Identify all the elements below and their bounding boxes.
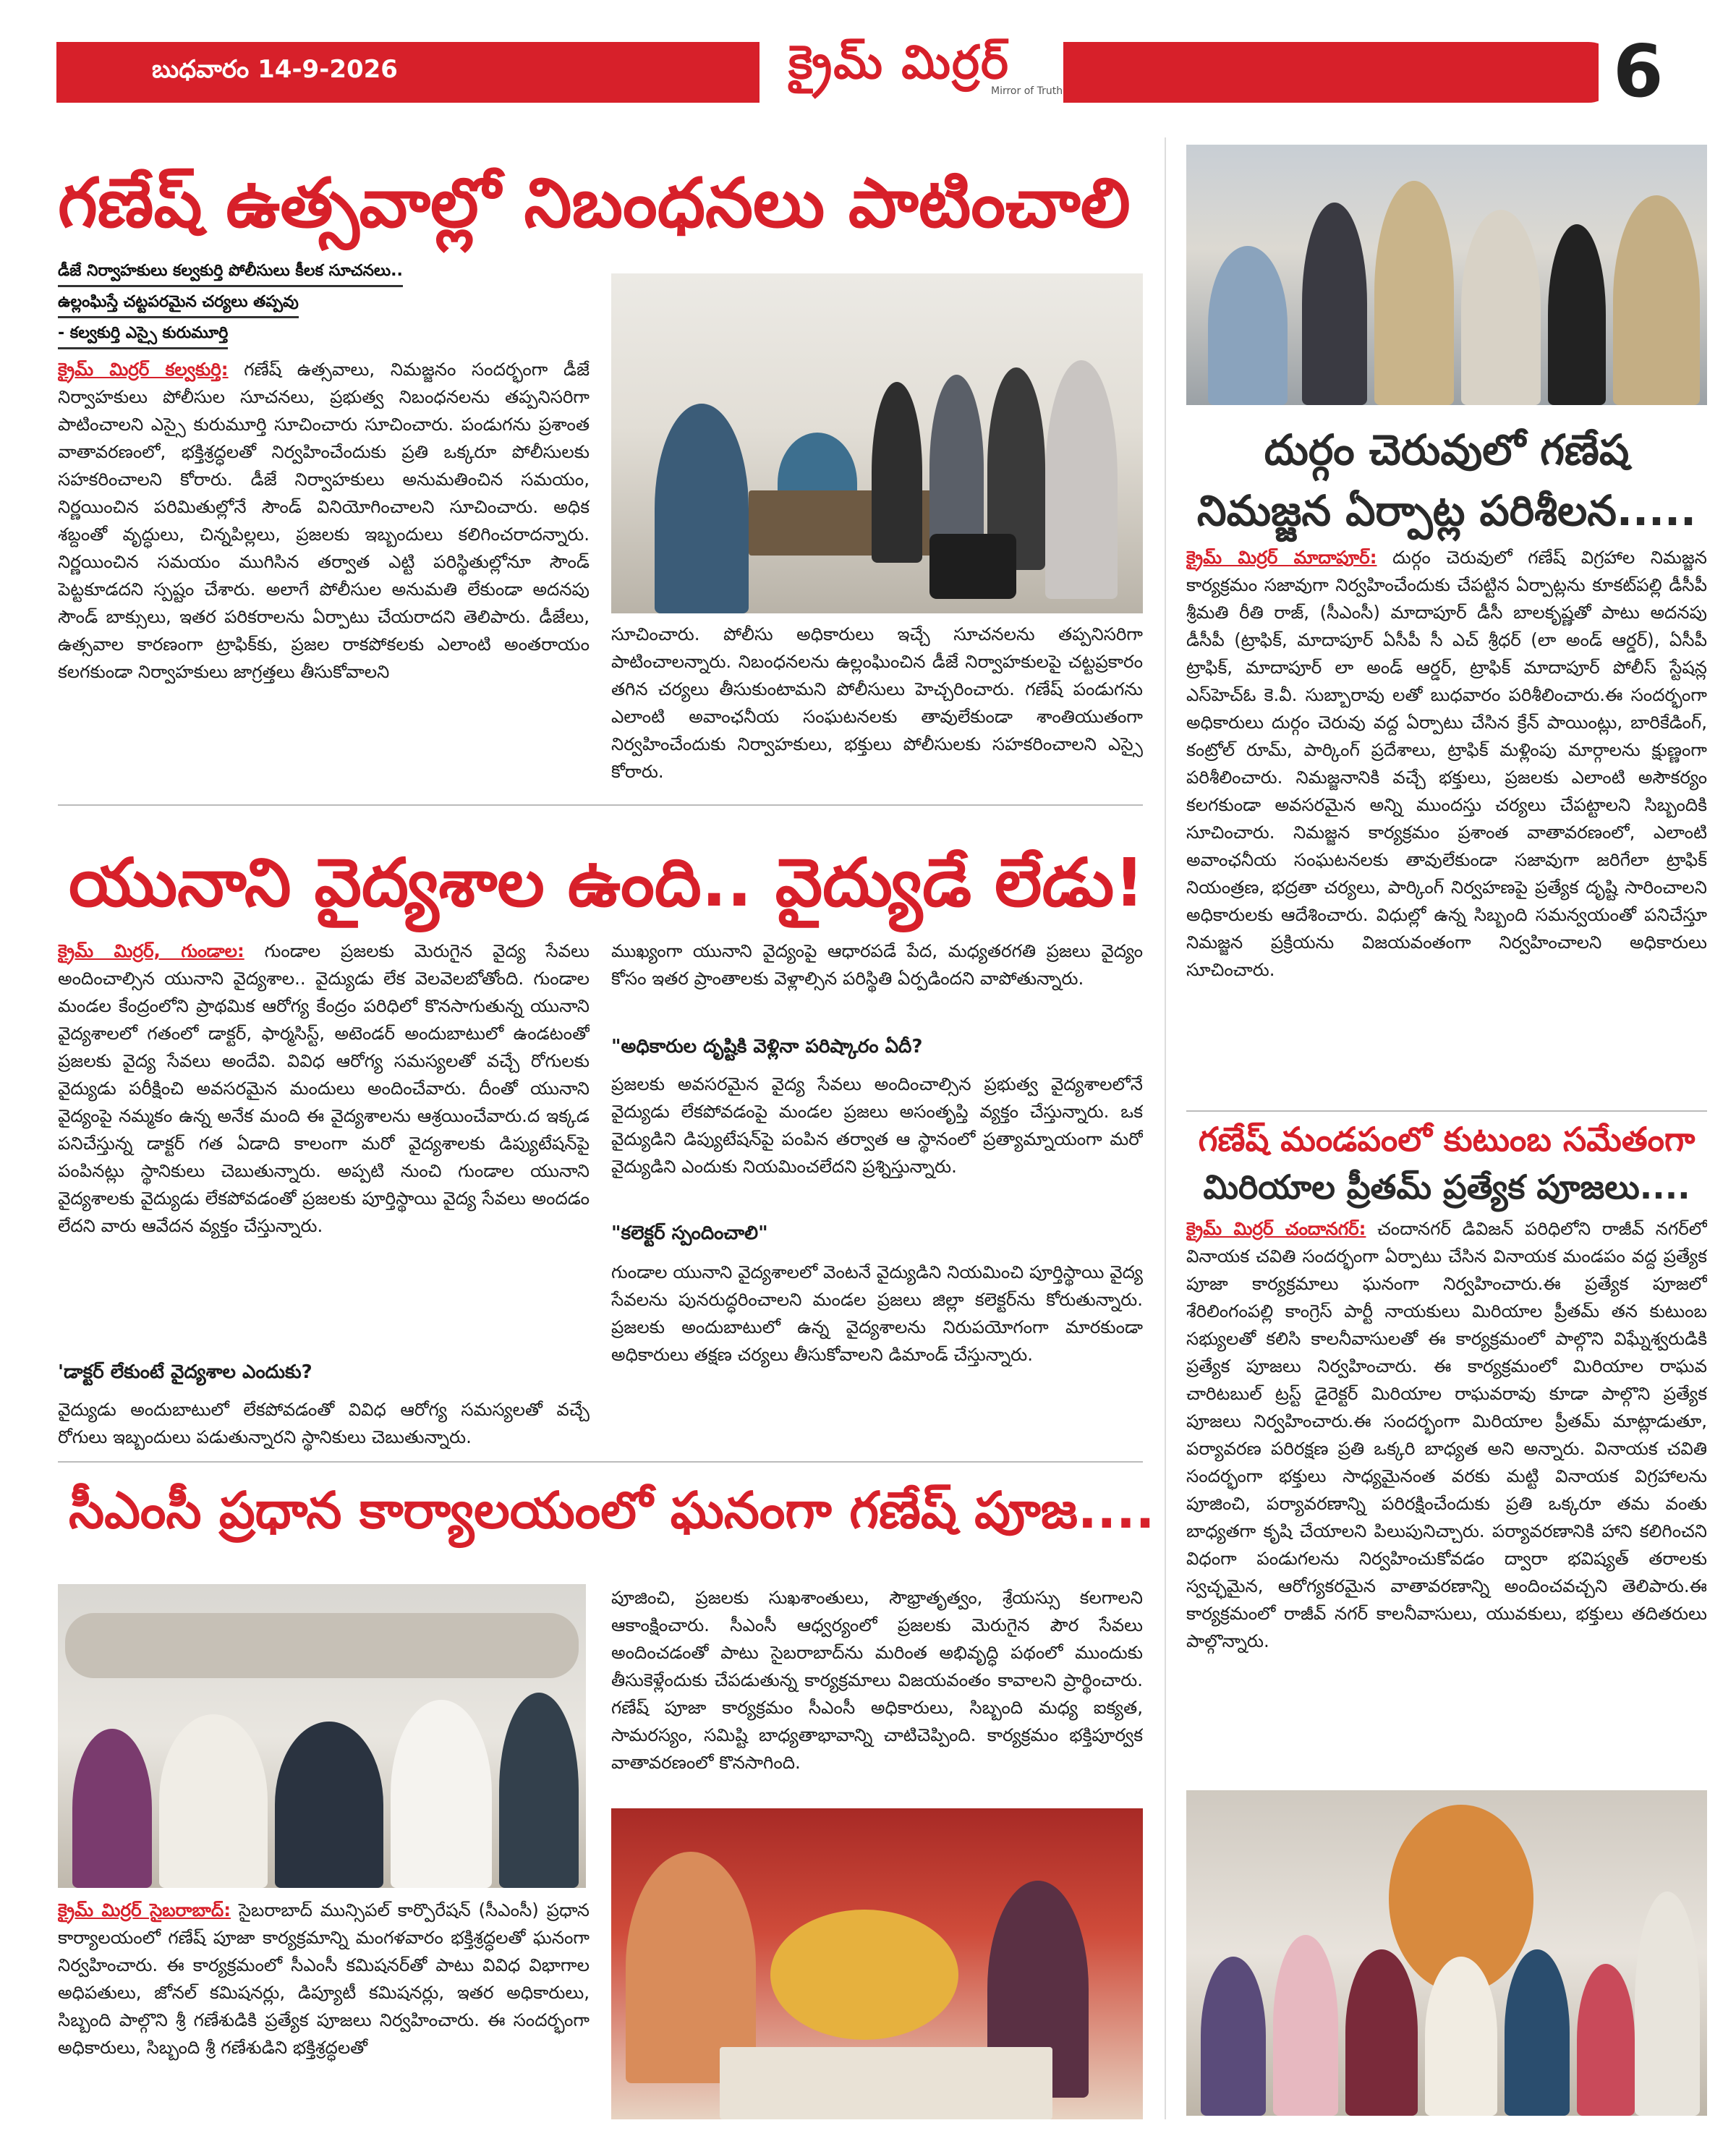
article1-subpoint-2: ఉల్లంఘిస్తే చట్టపరమైన చర్యలు తప్పవు: [58, 293, 299, 318]
article3-photo-ganesh-puja-officials: [58, 1584, 586, 1888]
article1-body-1: గణేష్ ఉత్సవాలు, నిమజ్జనం సందర్భంగా డీజే నిర్వాహకులు పోలీసుల సూచనలు, ప్రభుత్వ నిబంధనలను తప్పనిసరిగా పాటించాలని ఎస్సై కురుమూర్తి సూచించారు సూచించారు. పండుగను ప్రశాంత వాతావరణంలో, భక్తిశ్రద్ధలతో నిర్వహించేందుకు ప్రతి ఒక్కరూ పోలీసులకు సహకరించాలని కోరారు. డీజే నిర్వాహకులు అనుమతించిన సమయం, నిర్ణయించిన పరిమితుల్లోనే సౌండ్ వినియోగించాలని సూచించారు. అధిక శబ్దంతో వృద్ధులు, చిన్నపిల్లలు, ప్రజలకు ఇబ్బందులు కలిగించరాదన్నారు. నిర్ణయించిన సమయం ముగిసిన తర్వాత ఎట్టి పరిస్థితుల్లోనూ సౌండ్ పెట్టకూడదని స్పష్టం చేశారు. అలాగే పోలీసుల అనుమతి లేకుండా అదనపు సౌండ్ బాక్సులు, ఇతర పరికరాలను ఏర్పాటు చేయరాదని తెలిపారు. డీజేలు, ఉత్సవాల కారణంగా ట్రాఫిక్‌కు, ప్రజల రాకపోకలకు ఎలాంటి అంతరాయం కలగకుండా నిర్వాహకులు జాగ్రత్తలు తీసుకోవాలని: [58, 359, 590, 682]
article5-headline-line-1: గణేష్ మండపంలో కుటుంబ సమేతంగా: [1198, 1120, 1695, 1159]
section-divider-2: [58, 1461, 1143, 1463]
article1-column-2: [611, 621, 1143, 794]
article2-question-2: "అధికారుల దృష్టికి వెళ్లినా పరిష్కారం ఏదీ?: [611, 1036, 923, 1058]
section-divider-3: [1186, 1110, 1707, 1112]
article3-column-2: [611, 1584, 1143, 1794]
article4-body-column: [1186, 544, 1707, 1101]
article4-headline-line-1: దుర్గం చెరువులో గణేష: [1264, 425, 1630, 475]
article4-dateline: క్రైమ్ మిర్రర్ మాదాపూర్:: [1186, 547, 1377, 568]
issue-date: బుధవారం 14-9-2026: [152, 55, 398, 84]
article1-photo-police-meeting: [611, 273, 1143, 613]
article5-headline-line-2: మిరియాల ప్రీతమ్ ప్రత్యేక పూజలు....: [1203, 1167, 1690, 1207]
article2-body-2b: ప్రజలకు అవసరమైన వైద్య సేవలు అందించాల్సిన ప్రభుత్వ వైద్యశాలలోనే వైద్యుడు లేకపోవడంపై మండల ప్రజలు అసంతృప్తి వ్యక్తం చేస్తున్నారు. ఒక వైద్యుడిని డిప్యుటేషన్‌పై పంపిన తర్వాత ఆ స్థానంలో ప్రత్యామ్నాయంగా మరో వైద్యుడిని ఎందుకు నియమించలేదని ప్రశ్నిస్తున్నారు.: [611, 1073, 1143, 1177]
article5-dateline: క్రైమ్ మిర్రర్ చందానగర్:: [1186, 1218, 1366, 1239]
article3-body-1: సైబరాబాద్ మున్సిపల్ కార్పొరేషన్ (సీఎంసీ) ప్రధాన కార్యాలయంలో గణేష్ పూజా కార్యక్రమాన్ని మంగళవారం భక్తిశ్రద్ధలతో ఘనంగా నిర్వహించారు. ఈ కార్యక్రమంలో సీఎంసీ కమిషనర్‌తో పాటు వివిధ విభాగాల అధిపతులు, జోనల్ కమిషనర్లు, డిప్యూటీ కమిషనర్లు, ఇతర అధికారులు, సిబ్బంది పాల్గొని శ్రీ గణేశుడికి ప్రత్యేక పూజలు నిర్వహించారు. ఈ సందర్భంగా అధికారులు, సిబ్బంది శ్రీ గణేశుడిని భక్తిశ్రద్ధలతో: [58, 1899, 590, 2058]
logo-tagline: Mirror of Truth: [991, 85, 1063, 97]
article2-column-2c: [611, 1259, 1143, 1428]
article1-subpoint-1: డీజే నిర్వాహకులు కల్వకుర్తి పోలీసులు కీలక సూచనలు..: [58, 262, 403, 287]
article3-dateline: క్రైమ్ మిర్రర్ సైబరాబాద్:: [58, 1899, 231, 1920]
section-divider-1: [58, 804, 1143, 806]
article2-column-2b: [611, 1071, 1143, 1212]
article2-body-1: గుండాల ప్రజలకు మెరుగైన వైద్య సేవలు అందించాల్సిన యునాని వైద్యశాల.. వైద్యుడు లేక వెలవెలబోతోంది. గుండాల మండల కేంద్రంలోని ప్రాథమిక ఆరోగ్య కేంద్రం పరిధిలో కొనసాగుతున్న యునాని వైద్యశాలలో గతంలో డాక్టర్, ఫార్మసిస్ట్, అటెండర్ అందుబాటులో ఉండటంతో ప్రజలకు వైద్య సేవలు అందేవి. వివిధ ఆరోగ్య సమస్యలతో వచ్చే రోగులకు వైద్యుడు పరీక్షించి అవసరమైన మందులు అందించేవారు. దీంతో యునాని వైద్యంపై నమ్మకం ఉన్న అనేక మంది ఈ వైద్యశాలను ఆశ్రయించేవారు.ద ఇక్కడ పనిచేస్తున్న డాక్టర్ గత ఏడాది కాలంగా మరో వైద్యశాలకు డిప్యుటేషన్‌పై పంపినట్లు స్థానికులు చెబుతున్నారు. అప్పటి నుంచి గుండాల యునాని వైద్యశాలకు వైద్యుడు లేకపోవడంతో ప్రజలకు పూర్తిస్థాయి వైద్య సేవలు అందడం లేదని వారు ఆవేదన వ్యక్తం చేస్తున్నారు.: [58, 940, 590, 1236]
article1-column-1: [58, 356, 590, 790]
article3-column-1: [58, 1897, 590, 2121]
article3-photo-ganesh-idol-puja: [611, 1808, 1143, 2119]
article2-column-1b: [58, 1396, 590, 1454]
article2-question-1: 'డాక్టర్ లేకుంటే వైద్యశాల ఎందుకు?: [58, 1361, 312, 1383]
article4-headline-line-2: నిమజ్జన ఏర్పాట్ల పరిశీలన.....: [1196, 486, 1697, 535]
article1-headline: గణేష్ ఉత్సవాల్లో నిబంధనలు పాటించాలి: [58, 164, 1131, 243]
article1-dateline: క్రైమ్ మిర్రర్ కల్వకుర్తి:: [58, 359, 229, 380]
article5-body: చందానగర్ డివిజన్ పరిధిలోని రాజీవ్ నగర్‌లో వినాయక చవితి సందర్భంగా ఏర్పాటు చేసిన వినాయక మండపం వద్ద ప్రత్యేక పూజా కార్యక్రమాలు ఘనంగా నిర్వహించారు.ఈ ప్రత్యేక పూజలో శేరిలింగంపల్లి కాంగ్రెస్ పార్టీ నాయకులు మిరియాల ప్రీతమ్ తన కుటుంబ సభ్యులతో కలిసి కాలనీవాసులతో ఈ కార్యక్రమంలో పాల్గొని విఘ్నేశ్వరుడికి ప్రత్యేక పూజలు నిర్వహించారు. ఈ కార్యక్రమంలో మిరియాల రాఘవ చారిటబుల్ ట్రస్ట్ డైరెక్టర్ మిరియాల రాఘవరావు కూడా పాల్గొని ప్రత్యేక పూజలు నిర్వహించారు.ఈ సందర్భంగా మిరియాల ప్రీతమ్ మాట్లాడుతూ, పర్యావరణ పరిరక్షణ ప్రతి ఒక్కరి బాధ్యత అని అన్నారు. వినాయక చవితి సందర్భంగా భక్తులు సాధ్యమైనంత వరకు మట్టి వినాయక విగ్రహాలను పూజించి, పర్యావరణాన్ని పరిరక్షించేందుకు ప్రతి ఒక్కరూ తమ వంతు బాధ్యతగా కృషి చేయాలని పిలుపునిచ్చారు. పర్యావరణానికి హాని కలిగించని విధంగా పండుగలను నిర్వహించుకోవడం ద్వారా భవిష్యత్ తరాలకు స్వచ్ఛమైన, ఆరోగ్యకరమైన వాతావరణాన్ని అందించవచ్చని తెలిపారు.ఈ కార్యక్రమంలో రాజీవ్ నగర్ కాలనీవాసులు, యువకులు, భక్తులు తదితరులు పాల్గొన్నారు.: [1186, 1218, 1707, 1651]
column-divider: [1165, 137, 1166, 2119]
article1-subpoint-3: - కల్వకుర్తి ఎస్సై కురుమూర్తి: [58, 324, 228, 349]
article4-body: దుర్గం చెరువులో గణేష్ విగ్రహాల నిమజ్జన కార్యక్రమం సజావుగా నిర్వహించేందుకు చేపట్టిన ఏర్పాట్లను కూకట్‌పల్లి డీసీపీ శ్రీమతి రీతి రాజ్, (సీఎంసీ) మాదాపూర్ డీసీ బాలకృష్ణతో పాటు అదనపు డీసీపీ (ట్రాఫిక్, మాదాపూర్ ఏసీపీ సీ ఎచ్ శ్రీధర్ (లా అండ్ ఆర్డర్), ఏసీపీ ట్రాఫిక్, మాదాపూర్ లా అండ్ ఆర్డర్, ట్రాఫిక్ మాదాపూర్ పోలీస్ స్టేషన్ల ఎస్‌హెచ్‌ఓ కె.వీ. సుబ్బారావు లతో బుధవారం పరిశీలించారు.ఈ సందర్భంగా అధికారులు దుర్గం చెరువు వద్ద ఏర్పాటు చేసిన క్రేన్ పాయింట్లు, బారికేడింగ్, కంట్రోల్ రూమ్, పార్కింగ్ ప్రదేశాలు, ట్రాఫిక్ మళ్లింపు మార్గాలను క్షుణ్ణంగా పరిశీలించారు. నిమజ్జనానికి వచ్చే భక్తులు, ప్రజలకు ఎలాంటి అసౌకర్యం కలగకుండా అవసరమైన అన్ని ముందస్తు చర్యలు చేపట్టాలని సిబ్బందికి సూచించారు. నిమజ్జన కార్యక్రమం ప్రశాంత వాతావరణంలో, ఎలాంటి అవాంఛనీయ సంఘటనలకు తావులేకుండా సజావుగా జరిగేలా ట్రాఫిక్ నియంత్రణ, భద్రతా చర్యలు, పార్కింగ్ నిర్వహణపై ప్రత్యేక దృష్టి సారించాలని అధికారులకు ఆదేశించారు. విధుల్లో ఉన్న సిబ్బంది సమన్వయంతో పనిచేస్తూ నిమజ్జన ప్రక్రియను విజయవంతంగా నిర్వహించాలని అధికారులు సూచించారు.: [1186, 547, 1707, 980]
article5-body-column: [1186, 1215, 1707, 1779]
article2-body-1b: వైద్యుడు అందుబాటులో లేకపోవడంతో వివిధ ఆరోగ్య సమస్యలతో వచ్చే రోగులు ఇబ్బందులు పడుతున్నారని స్థానికులు చెబుతున్నారు.: [58, 1399, 590, 1447]
article2-column-1: [58, 937, 590, 1351]
newspaper-logo: క్రైమ్ మిర్రర్: [788, 36, 1010, 90]
article2-dateline: క్రైమ్ మిర్రర్, గుండాల:: [58, 940, 244, 961]
article3-body-2: పూజించి, ప్రజలకు సుఖశాంతులు, సౌభ్రాతృత్వం, శ్రేయస్సు కలగాలని ఆకాంక్షించారు. సీఎంసీ ఆధ్వర్యంలో ప్రజలకు మెరుగైన పౌర సేవలు అందించడంతో పాటు సైబరాబాద్‌ను మరింత అభివృద్ధి పథంలో ముందుకు తీసుకెళ్లేందుకు చేపడుతున్న కార్యక్రమాలు విజయవంతం కావాలని ప్రార్థించారు. గణేష్ పూజా కార్యక్రమం సీఎంసీ అధికారులు, సిబ్బంది మధ్య ఐక్యత, సామరస్యం, సమిష్టి బాధ్యతాభావాన్ని చాటిచెప్పింది. కార్యక్రమం భక్తిపూర్వక వాతావరణంలో కొనసాగింది.: [611, 1587, 1143, 1773]
article2-body-2a: ముఖ్యంగా యునాని వైద్యంపై ఆధారపడే పేద, మధ్యతరగతి ప్రజలు వైద్యం కోసం ఇతర ప్రాంతాలకు వెళ్లాల్సిన పరిస్థితి ఏర్పడిందని వాపోతున్నారు.: [611, 940, 1143, 989]
article2-headline: యునాని వైద్యశాల ఉంది.. వైద్యుడే లేడు!: [69, 844, 1145, 922]
article5-photo-family-puja: [1186, 1790, 1707, 2116]
article2-question-3: "కలెక్టర్ స్పందించాలి": [611, 1222, 768, 1244]
page-number: 6: [1613, 29, 1664, 114]
article3-headline: సీఎంసీ ప్రధాన కార్యాలయంలో ఘనంగా గణేష్ పూజ....: [69, 1481, 1155, 1540]
article2-body-2c: గుండాల యునాని వైద్యశాలలో వెంటనే వైద్యుడిని నియమించి పూర్తిస్థాయి వైద్య సేవలను పునరుద్ధరించాలని మండల ప్రజలు జిల్లా కలెక్టర్‌ను కోరుతున్నారు. ప్రజలకు అందుబాటులో ఉన్న వైద్యశాలను నిరుపయోగంగా మారకుండా అధికారులు తక్షణ చర్యలు తీసుకోవాలని డిమాండ్ చేస్తున్నారు.: [611, 1261, 1143, 1365]
article2-column-2a: [611, 937, 1143, 1024]
article4-photo-officials-inspection: [1186, 145, 1707, 405]
article1-body-2: సూచించారు. పోలీసు అధికారులు ఇచ్చే సూచనలను తప్పనిసరిగా పాటించాలన్నారు. నిబంధనలను ఉల్లంఘించిన డీజే నిర్వాహకులపై చట్టప్రకారం తగిన చర్యలు తీసుకుంటామని పోలీసులు హెచ్చరించారు. గణేష్ పండుగను ఎలాంటి అవాంఛనీయ సంఘటనలకు తావులేకుండా శాంతియుతంగా నిర్వహించేందుకు నిర్వాహకులు, భక్తులు పోలీసులకు సహకరించాలని ఎస్సై కోరారు.: [611, 624, 1143, 782]
